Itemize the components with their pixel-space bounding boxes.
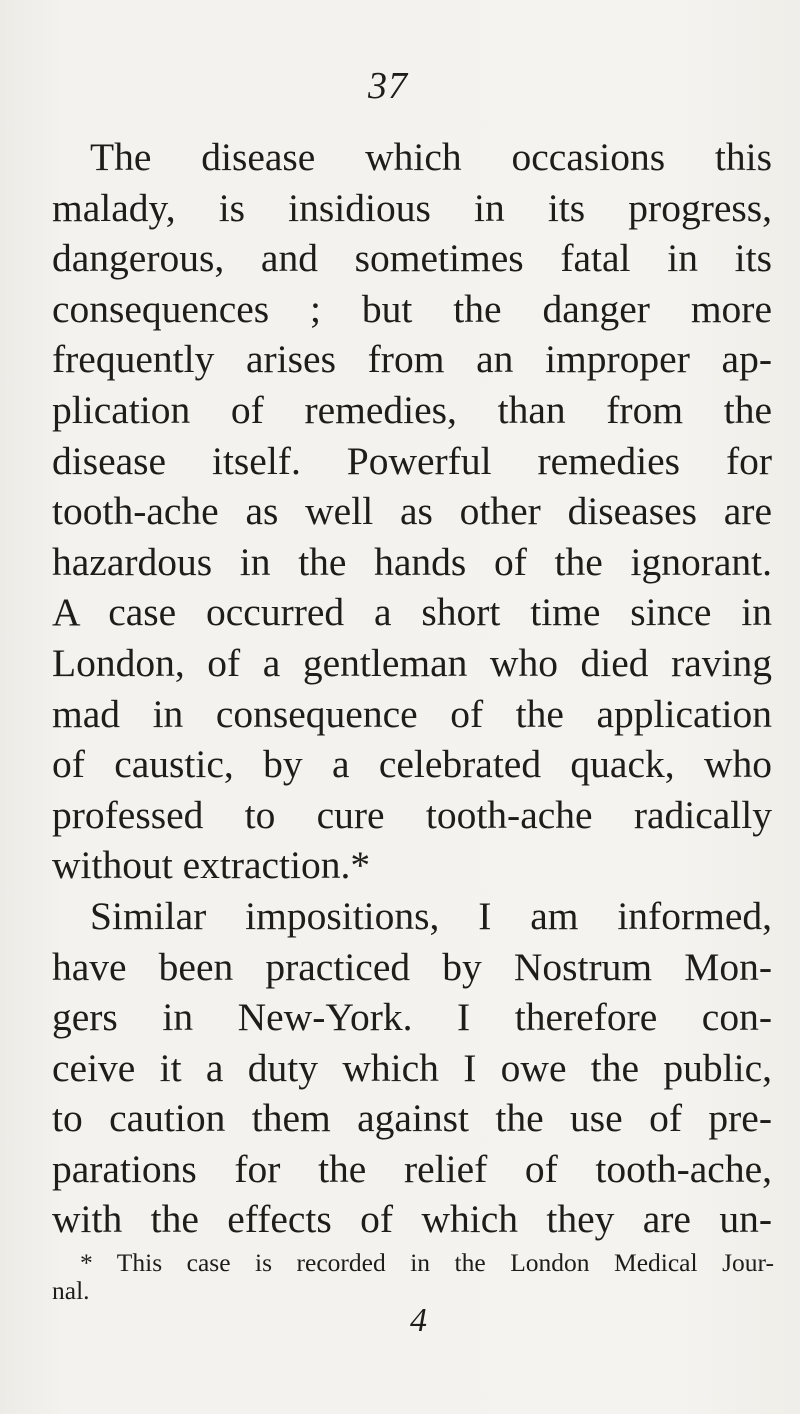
text-line: The disease which occasions this	[90, 135, 772, 179]
text-line: tooth-ache as well as other diseases are	[52, 489, 772, 534]
body-text	[52, 132, 772, 1245]
text-line: professed to cure tooth-ache radically	[52, 792, 772, 837]
text-line: mad in consequence of the application	[52, 691, 772, 736]
text-line: ceive it a duty which I owe the public,	[52, 1045, 772, 1090]
text-line: with the effects of which they are un-	[52, 1197, 772, 1242]
text-line: hazardous in the hands of the ignorant.	[52, 539, 772, 584]
text-line: frequently arises from an improper ap-	[52, 337, 772, 382]
text-line: disease itself. Powerful remedies for	[52, 438, 772, 483]
footnote-line: * This case is recorded in the London Medical Jour-	[80, 1248, 774, 1277]
text-line: consequences ; but the danger more	[52, 286, 772, 331]
footnote	[52, 1249, 774, 1305]
text-line: Similar impositions, I am informed,	[90, 893, 772, 938]
footnote-line: nal.	[52, 1276, 90, 1305]
text-line: without extraction.*	[52, 843, 371, 888]
text-line: dangerous, and sometimes fatal in its	[52, 236, 772, 281]
text-line: to caution them against the use of pre-	[52, 1096, 772, 1141]
text-line: plication of remedies, than from the	[52, 387, 772, 432]
text-line: have been practiced by Nostrum Mon-	[52, 944, 772, 989]
text-line: of caustic, by a celebrated quack, who	[52, 742, 772, 787]
text-line: A case occurred a short time since in	[52, 590, 772, 635]
text-line: parations for the relief of tooth-ache,	[52, 1146, 772, 1191]
text-line: gers in New-York. I therefore con-	[52, 995, 772, 1040]
page-number: 37	[368, 65, 408, 107]
text-line: malady, is insidious in its progress,	[52, 185, 772, 230]
text-line: London, of a gentleman who died raving	[52, 640, 772, 685]
signature-mark: 4	[410, 1302, 427, 1339]
